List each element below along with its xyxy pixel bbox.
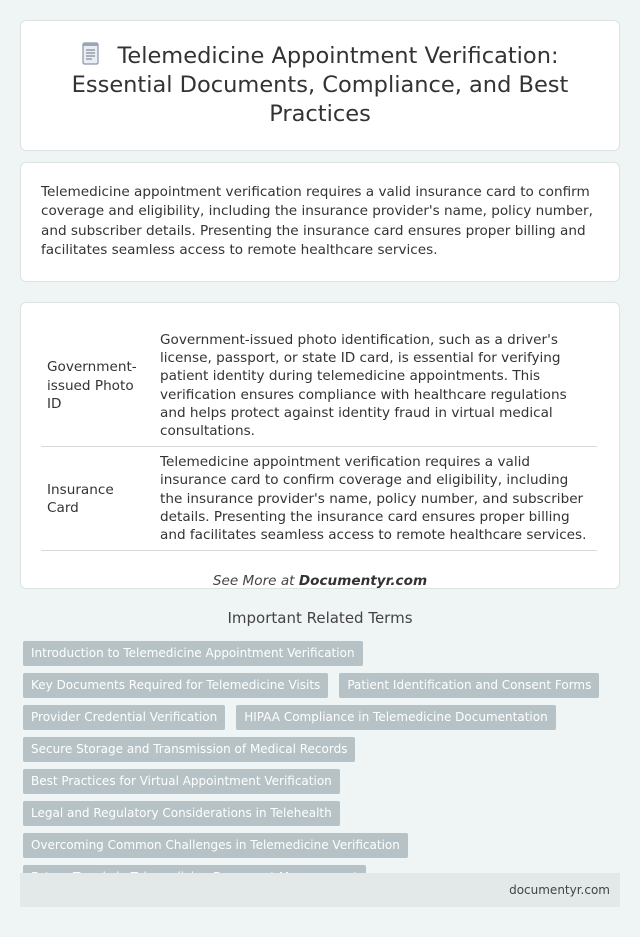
- page-title: [60, 42, 580, 129]
- see-more-site: Documentyr.com: [298, 573, 428, 590]
- related-term-tag[interactable]: HIPAA Compliance in Telemedicine Documentation: [236, 705, 555, 730]
- table-row: [41, 447, 597, 551]
- documents-card: [20, 302, 620, 589]
- related-terms-heading: Important Related Terms: [227, 609, 413, 627]
- footer-site[interactable]: documentyr.com: [509, 883, 610, 897]
- related-term-tag[interactable]: Provider Credential Verification: [23, 705, 225, 730]
- table-row: [41, 325, 597, 447]
- document-icon: [81, 42, 101, 66]
- related-term-tag[interactable]: Introduction to Telemedicine Appointment Verification: [23, 641, 363, 666]
- summary-card: [20, 162, 620, 282]
- document-description: Government-issued photo identification, such as a driver's license, passport, or state ID card, is essential for verifying patient identity during telemedicine appointments. This verification ensures compliance with healthcare regulations and helps protect against identity fraud in virtual medical consultations.: [155, 325, 597, 447]
- footer: [20, 873, 620, 907]
- document-name: Insurance Card: [41, 447, 155, 551]
- related-term-tag[interactable]: Best Practices for Virtual Appointment Verification: [23, 769, 340, 794]
- title-card: [20, 20, 620, 151]
- related-term-tag[interactable]: Secure Storage and Transmission of Medical Records: [23, 737, 355, 762]
- related-term-tag[interactable]: Patient Identification and Consent Forms: [339, 673, 599, 698]
- document-name: Government-issued Photo ID: [41, 325, 155, 447]
- related-term-tag[interactable]: Legal and Regulatory Considerations in Telehealth: [23, 801, 340, 826]
- documents-table: [41, 325, 597, 551]
- related-term-tag[interactable]: Key Documents Required for Telemedicine Visits: [23, 673, 328, 698]
- see-more-prefix: See More at: [212, 573, 299, 590]
- document-description: Telemedicine appointment verification requires a valid insurance card to confirm coverage and eligibility, including the insurance provider's name, policy number, and subscriber details. Presenting the insurance card ensures proper billing and facilitates seamless access to remote healthcare services.: [155, 447, 597, 551]
- related-terms-list: [20, 641, 630, 897]
- related-term-tag[interactable]: Overcoming Common Challenges in Telemedicine Verification: [23, 833, 408, 858]
- page-title-text: Telemedicine Appointment Verification: Essential Documents, Compliance, and Best Practices: [71, 43, 569, 127]
- see-more-link[interactable]: [41, 573, 599, 589]
- summary-text: Telemedicine appointment verification requires a valid insurance card to confirm coverage and eligibility, including the insurance provider's name, policy number, and subscriber details. Presenting the insurance card ensures proper billing and facilitates seamless access to remote healthcare services.: [41, 184, 593, 258]
